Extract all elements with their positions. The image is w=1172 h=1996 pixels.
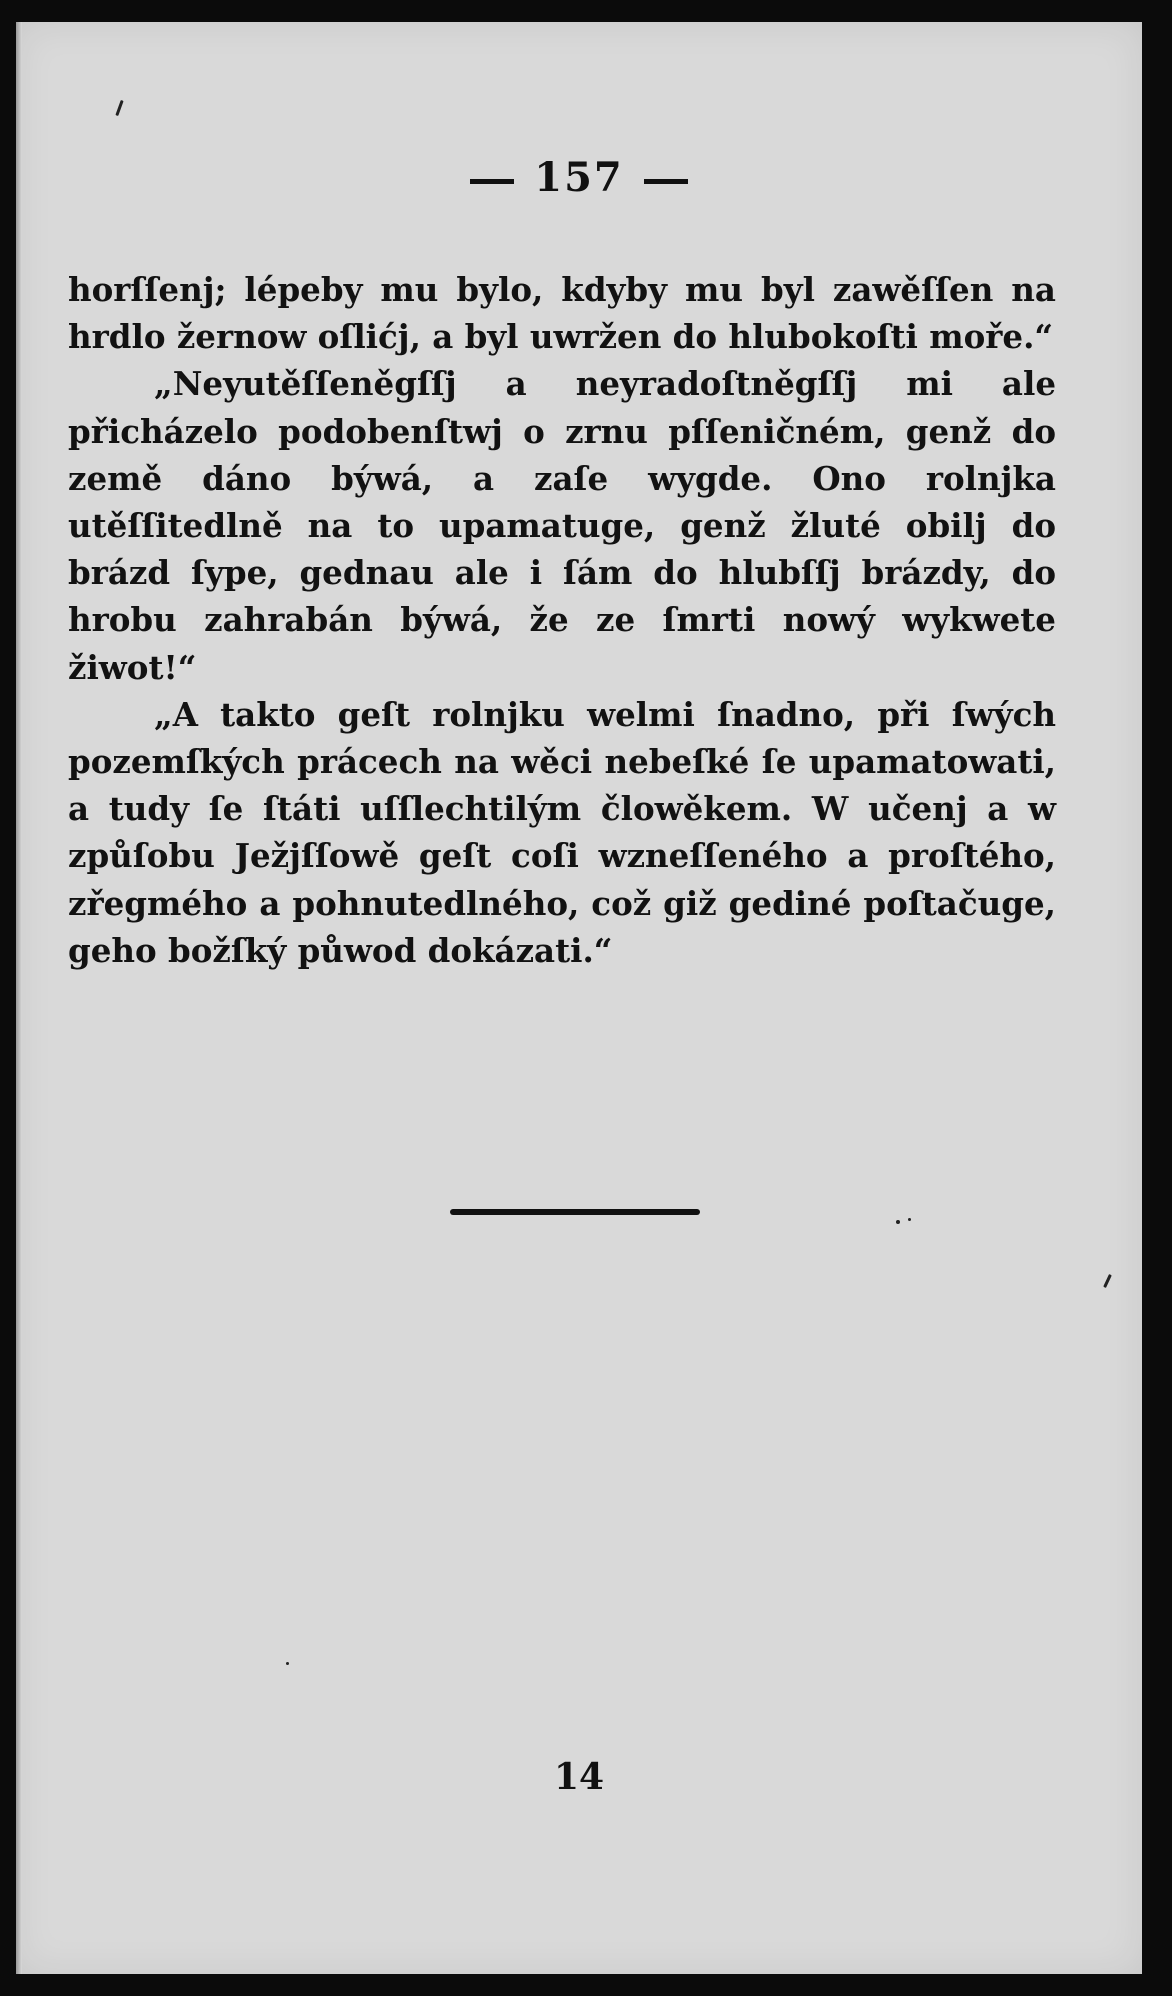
page-number: 157 [534, 154, 624, 201]
page-edge [16, 22, 22, 1974]
book-page [16, 22, 1142, 1974]
paragraph-2: „Neyutěſſeněgſſj a neyradoſtněgſſj mi ale přicházelo podobenſtwj o zrnu pſſeničném, genž do země dáno býwá, a zaſe wygde. Ono rolnjka utěſſitedlně na to upamatuge, genž žluté obilj do brázd ſype, gednau ale i ſám do hlubſſj brázdy, do hrobu zahrabán býwá, že ze ſmrti nowý wykwete žiwot!“ [68, 364, 1056, 687]
paragraph-3: „A takto geſt rolnjku welmi ſnadno, při ſwých pozemſkých prácech na wěci nebeſké ſe upamatowati, a tudy ſe ſtáti uſſlechtilým člowěkem. W učenj a w způſobu Ježjſſowě geſt coſi wzneſſeného a proſtého, zřegmého a pohnutedlného, což giž gediné poſtačuge, geho božſký půwod dokázati.“ [68, 694, 1056, 970]
ink-speck [1103, 1274, 1112, 1288]
header-dash-right [644, 179, 688, 184]
signature-mark: 14 [553, 1756, 605, 1798]
ink-speck [908, 1218, 911, 1221]
ink-speck [115, 100, 123, 116]
ink-speck [896, 1220, 900, 1224]
page-header [16, 154, 1142, 201]
body-text [68, 266, 1056, 974]
section-rule [450, 1209, 700, 1215]
ink-speck [286, 1662, 289, 1665]
paragraph-1: horſſenj; lépeby mu bylo, kdyby mu byl zawěſſen na hrdlo žernow oſlićj, a byl uwržen do hlubokoſti moře.“ [68, 270, 1056, 357]
header-dash-left [470, 179, 514, 184]
